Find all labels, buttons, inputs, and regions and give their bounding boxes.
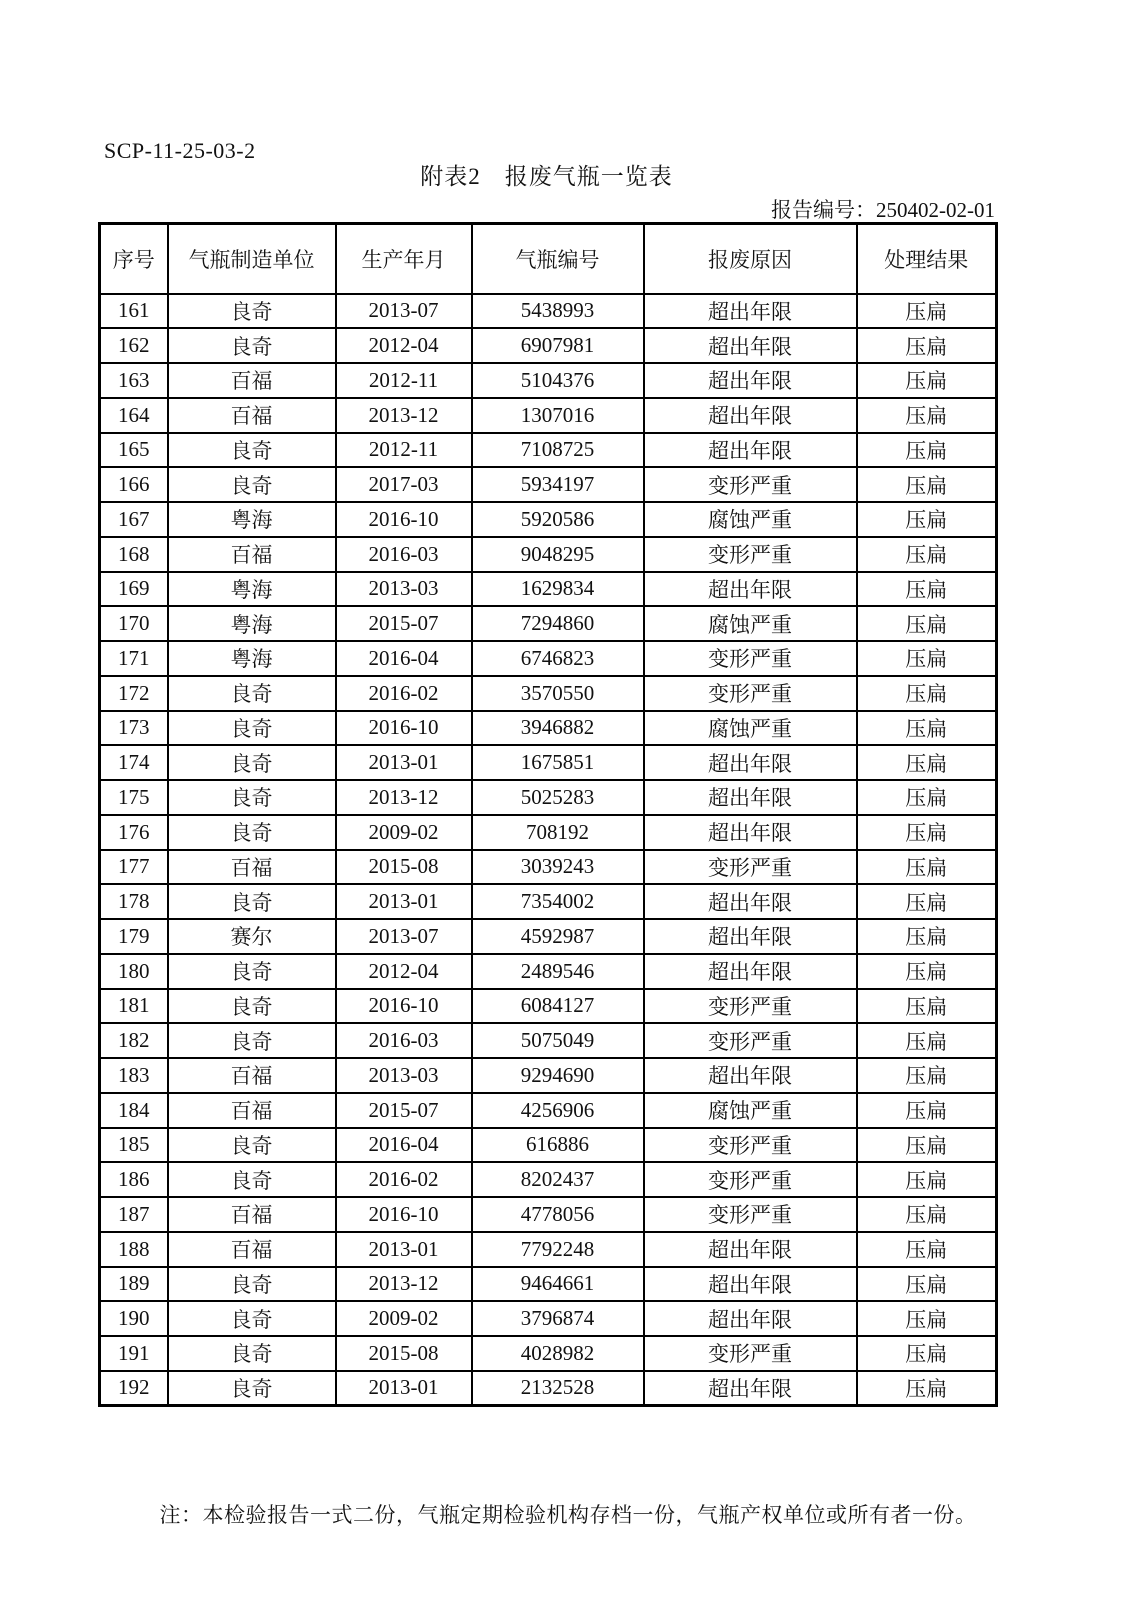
table-cell: 压扁 xyxy=(857,328,997,363)
table-cell: 2013-01 xyxy=(336,1232,472,1267)
table-row xyxy=(100,294,997,329)
table-cell: 压扁 xyxy=(857,780,997,815)
table-cell: 良奇 xyxy=(168,676,336,711)
table-row xyxy=(100,1093,997,1128)
table-cell: 4592987 xyxy=(472,919,644,954)
table-row xyxy=(100,1023,997,1058)
table-cell: 压扁 xyxy=(857,1197,997,1232)
table-cell: 2489546 xyxy=(472,954,644,989)
table-cell: 2016-04 xyxy=(336,1128,472,1163)
table-cell: 压扁 xyxy=(857,676,997,711)
table-row xyxy=(100,641,997,676)
table-cell: 708192 xyxy=(472,815,644,850)
table-cell: 压扁 xyxy=(857,884,997,919)
table-cell: 2013-01 xyxy=(336,884,472,919)
table-cell: 2016-02 xyxy=(336,676,472,711)
table-cell: 压扁 xyxy=(857,572,997,607)
table-cell: 164 xyxy=(100,398,168,433)
table-cell: 161 xyxy=(100,294,168,329)
table-row xyxy=(100,850,997,885)
table-row xyxy=(100,1128,997,1163)
table-cell: 压扁 xyxy=(857,537,997,572)
table-row xyxy=(100,1058,997,1093)
table-row xyxy=(100,919,997,954)
table-cell: 171 xyxy=(100,641,168,676)
table-row xyxy=(100,328,997,363)
table-cell: 191 xyxy=(100,1336,168,1371)
table-row xyxy=(100,363,997,398)
table-cell: 百福 xyxy=(168,398,336,433)
report-number-value: 250402-02-01 xyxy=(876,198,995,222)
table-cell: 2132528 xyxy=(472,1371,644,1406)
table-cell: 2013-07 xyxy=(336,294,472,329)
table-cell: 9294690 xyxy=(472,1058,644,1093)
table-cell: 1629834 xyxy=(472,572,644,607)
table-cell: 2015-07 xyxy=(336,606,472,641)
table-cell: 2017-03 xyxy=(336,467,472,502)
table-cell: 压扁 xyxy=(857,989,997,1024)
table-cell: 2013-12 xyxy=(336,1267,472,1302)
table-cell: 良奇 xyxy=(168,1336,336,1371)
table-cell: 压扁 xyxy=(857,641,997,676)
table-cell: 良奇 xyxy=(168,328,336,363)
table-cell: 2013-12 xyxy=(336,398,472,433)
table-row xyxy=(100,745,997,780)
table-cell: 3796874 xyxy=(472,1301,644,1336)
table-cell: 百福 xyxy=(168,363,336,398)
table-row xyxy=(100,398,997,433)
table-cell: 腐蚀严重 xyxy=(644,1093,857,1128)
table-cell: 压扁 xyxy=(857,1162,997,1197)
table-cell: 超出年限 xyxy=(644,780,857,815)
table-row xyxy=(100,1336,997,1371)
table-cell: 178 xyxy=(100,884,168,919)
table-cell: 5025283 xyxy=(472,780,644,815)
table-cell: 7792248 xyxy=(472,1232,644,1267)
table-cell: 2015-07 xyxy=(336,1093,472,1128)
table-row xyxy=(100,1162,997,1197)
table-cell: 压扁 xyxy=(857,745,997,780)
table-cell: 183 xyxy=(100,1058,168,1093)
table-cell: 187 xyxy=(100,1197,168,1232)
table-cell: 1307016 xyxy=(472,398,644,433)
table-row xyxy=(100,954,997,989)
table-cell: 压扁 xyxy=(857,1232,997,1267)
table-cell: 压扁 xyxy=(857,1093,997,1128)
table-cell: 8202437 xyxy=(472,1162,644,1197)
table-cell: 4256906 xyxy=(472,1093,644,1128)
column-header-index: 序号 xyxy=(100,224,168,294)
table-row xyxy=(100,1197,997,1232)
table-cell: 2012-04 xyxy=(336,954,472,989)
table-cell: 185 xyxy=(100,1128,168,1163)
table-row xyxy=(100,433,997,468)
table-row xyxy=(100,537,997,572)
table-cell: 2016-10 xyxy=(336,989,472,1024)
table-cell: 188 xyxy=(100,1232,168,1267)
table-cell: 2016-02 xyxy=(336,1162,472,1197)
table-cell: 1675851 xyxy=(472,745,644,780)
table-cell: 2009-02 xyxy=(336,815,472,850)
table-cell: 超出年限 xyxy=(644,1058,857,1093)
table-cell: 变形严重 xyxy=(644,1197,857,1232)
table-cell: 变形严重 xyxy=(644,676,857,711)
table-cell: 超出年限 xyxy=(644,328,857,363)
table-cell: 超出年限 xyxy=(644,1267,857,1302)
table-cell: 2009-02 xyxy=(336,1301,472,1336)
table-cell: 超出年限 xyxy=(644,815,857,850)
table-row xyxy=(100,502,997,537)
table-cell: 5438993 xyxy=(472,294,644,329)
table-cell: 2012-11 xyxy=(336,363,472,398)
report-number-line xyxy=(98,194,995,224)
table-cell: 167 xyxy=(100,502,168,537)
document-code: SCP-11-25-03-2 xyxy=(104,138,256,163)
table-row xyxy=(100,606,997,641)
table-cell: 2016-03 xyxy=(336,1023,472,1058)
table-cell: 2013-03 xyxy=(336,1058,472,1093)
table-cell: 良奇 xyxy=(168,1301,336,1336)
table-cell: 超出年限 xyxy=(644,294,857,329)
table-cell: 163 xyxy=(100,363,168,398)
table-cell: 2012-04 xyxy=(336,328,472,363)
table-cell: 良奇 xyxy=(168,884,336,919)
table-cell: 变形严重 xyxy=(644,1128,857,1163)
table-cell: 4778056 xyxy=(472,1197,644,1232)
table-cell: 压扁 xyxy=(857,954,997,989)
column-header-production-date: 生产年月 xyxy=(336,224,472,294)
table-cell: 压扁 xyxy=(857,1371,997,1406)
table-cell: 3039243 xyxy=(472,850,644,885)
table-cell: 良奇 xyxy=(168,1371,336,1406)
table-cell: 压扁 xyxy=(857,919,997,954)
table-cell: 压扁 xyxy=(857,1336,997,1371)
table-cell: 变形严重 xyxy=(644,467,857,502)
table-cell: 压扁 xyxy=(857,1301,997,1336)
table-cell: 变形严重 xyxy=(644,989,857,1024)
table-row xyxy=(100,1371,997,1406)
table-cell: 超出年限 xyxy=(644,884,857,919)
table-cell: 压扁 xyxy=(857,850,997,885)
table-cell: 9464661 xyxy=(472,1267,644,1302)
table-body xyxy=(100,294,997,1406)
table-cell: 169 xyxy=(100,572,168,607)
table-cell: 6907981 xyxy=(472,328,644,363)
table-cell: 超出年限 xyxy=(644,572,857,607)
table-cell: 超出年限 xyxy=(644,1232,857,1267)
table-cell: 192 xyxy=(100,1371,168,1406)
table-cell: 压扁 xyxy=(857,502,997,537)
table-cell: 180 xyxy=(100,954,168,989)
table-cell: 616886 xyxy=(472,1128,644,1163)
table-cell: 压扁 xyxy=(857,711,997,746)
table-cell: 超出年限 xyxy=(644,398,857,433)
table-cell: 7294860 xyxy=(472,606,644,641)
table-cell: 百福 xyxy=(168,850,336,885)
table-cell: 超出年限 xyxy=(644,433,857,468)
table-cell: 超出年限 xyxy=(644,1371,857,1406)
table-cell: 良奇 xyxy=(168,294,336,329)
table-cell: 2015-08 xyxy=(336,1336,472,1371)
table-row xyxy=(100,780,997,815)
table-cell: 181 xyxy=(100,989,168,1024)
table-cell: 粤海 xyxy=(168,502,336,537)
table-cell: 压扁 xyxy=(857,1267,997,1302)
table-cell: 4028982 xyxy=(472,1336,644,1371)
table-cell: 6746823 xyxy=(472,641,644,676)
table-cell: 超出年限 xyxy=(644,954,857,989)
table-cell: 良奇 xyxy=(168,954,336,989)
table-cell: 良奇 xyxy=(168,711,336,746)
table-cell: 182 xyxy=(100,1023,168,1058)
table-cell: 压扁 xyxy=(857,294,997,329)
table-cell: 超出年限 xyxy=(644,1301,857,1336)
table-cell: 良奇 xyxy=(168,467,336,502)
table-cell: 压扁 xyxy=(857,606,997,641)
table-cell: 良奇 xyxy=(168,1267,336,1302)
table-header-row xyxy=(100,224,997,294)
table-cell: 186 xyxy=(100,1162,168,1197)
table-cell: 2013-03 xyxy=(336,572,472,607)
table-cell: 170 xyxy=(100,606,168,641)
table-cell: 168 xyxy=(100,537,168,572)
table-row xyxy=(100,989,997,1024)
table-cell: 174 xyxy=(100,745,168,780)
table-cell: 5104376 xyxy=(472,363,644,398)
table-cell: 2015-08 xyxy=(336,850,472,885)
table-cell: 变形严重 xyxy=(644,850,857,885)
table-row xyxy=(100,467,997,502)
column-header-scrap-reason: 报废原因 xyxy=(644,224,857,294)
table-cell: 良奇 xyxy=(168,1128,336,1163)
table-row xyxy=(100,1267,997,1302)
table-cell: 165 xyxy=(100,433,168,468)
table-cell: 173 xyxy=(100,711,168,746)
table-row xyxy=(100,572,997,607)
table-row xyxy=(100,815,997,850)
table-cell: 变形严重 xyxy=(644,641,857,676)
table-cell: 2013-07 xyxy=(336,919,472,954)
table-cell: 良奇 xyxy=(168,1023,336,1058)
table-cell: 175 xyxy=(100,780,168,815)
table-row xyxy=(100,676,997,711)
table-row xyxy=(100,711,997,746)
table-cell: 腐蚀严重 xyxy=(644,502,857,537)
table-cell: 腐蚀严重 xyxy=(644,606,857,641)
table-cell: 2013-12 xyxy=(336,780,472,815)
table-cell: 176 xyxy=(100,815,168,850)
table-cell: 压扁 xyxy=(857,398,997,433)
table-cell: 变形严重 xyxy=(644,537,857,572)
column-header-manufacturer: 气瓶制造单位 xyxy=(168,224,336,294)
table-cell: 百福 xyxy=(168,1093,336,1128)
table-cell: 超出年限 xyxy=(644,745,857,780)
table-cell: 超出年限 xyxy=(644,363,857,398)
table-cell: 2016-10 xyxy=(336,1197,472,1232)
table-cell: 2016-10 xyxy=(336,711,472,746)
table-cell: 良奇 xyxy=(168,780,336,815)
table-cell: 5920586 xyxy=(472,502,644,537)
table-cell: 百福 xyxy=(168,1232,336,1267)
table-cell: 变形严重 xyxy=(644,1023,857,1058)
column-header-cylinder-number: 气瓶编号 xyxy=(472,224,644,294)
table-cell: 3570550 xyxy=(472,676,644,711)
table-cell: 百福 xyxy=(168,1197,336,1232)
table-cell: 良奇 xyxy=(168,815,336,850)
table-cell: 5075049 xyxy=(472,1023,644,1058)
table-cell: 2016-04 xyxy=(336,641,472,676)
table-cell: 百福 xyxy=(168,537,336,572)
table-cell: 压扁 xyxy=(857,433,997,468)
table-cell: 压扁 xyxy=(857,467,997,502)
table-cell: 184 xyxy=(100,1093,168,1128)
table-cell: 超出年限 xyxy=(644,919,857,954)
table-cell: 2013-01 xyxy=(336,1371,472,1406)
table-cell: 良奇 xyxy=(168,989,336,1024)
table-cell: 良奇 xyxy=(168,433,336,468)
table-row xyxy=(100,884,997,919)
table-cell: 赛尔 xyxy=(168,919,336,954)
footer-note: 注：本检验报告一式二份，气瓶定期检验机构存档一份，气瓶产权单位或所有者一份。 xyxy=(159,1503,977,1527)
scrapped-cylinder-table xyxy=(98,222,998,1407)
table-cell: 9048295 xyxy=(472,537,644,572)
table-cell: 3946882 xyxy=(472,711,644,746)
table-cell: 177 xyxy=(100,850,168,885)
table-cell: 百福 xyxy=(168,1058,336,1093)
table-cell: 162 xyxy=(100,328,168,363)
table-cell: 腐蚀严重 xyxy=(644,711,857,746)
table-cell: 压扁 xyxy=(857,1023,997,1058)
table-cell: 良奇 xyxy=(168,1162,336,1197)
column-header-disposal-result: 处理结果 xyxy=(857,224,997,294)
table-cell: 2016-03 xyxy=(336,537,472,572)
table-cell: 粤海 xyxy=(168,641,336,676)
table-cell: 172 xyxy=(100,676,168,711)
table-cell: 变形严重 xyxy=(644,1162,857,1197)
table-cell: 7354002 xyxy=(472,884,644,919)
table-cell: 179 xyxy=(100,919,168,954)
table-cell: 粤海 xyxy=(168,606,336,641)
table-row xyxy=(100,1301,997,1336)
table-cell: 2012-11 xyxy=(336,433,472,468)
table-cell: 压扁 xyxy=(857,1128,997,1163)
table-cell: 5934197 xyxy=(472,467,644,502)
table-cell: 2016-10 xyxy=(336,502,472,537)
table-cell: 压扁 xyxy=(857,1058,997,1093)
table-cell: 粤海 xyxy=(168,572,336,607)
table-cell: 190 xyxy=(100,1301,168,1336)
table-cell: 压扁 xyxy=(857,815,997,850)
table-cell: 压扁 xyxy=(857,363,997,398)
table-cell: 2013-01 xyxy=(336,745,472,780)
table-cell: 变形严重 xyxy=(644,1336,857,1371)
page-title: 附表2 报废气瓶一览表 xyxy=(420,164,673,189)
table-cell: 良奇 xyxy=(168,745,336,780)
report-number-label: 报告编号： xyxy=(771,198,876,222)
table-cell: 7108725 xyxy=(472,433,644,468)
table-row xyxy=(100,1232,997,1267)
table-cell: 6084127 xyxy=(472,989,644,1024)
table-cell: 189 xyxy=(100,1267,168,1302)
table-cell: 166 xyxy=(100,467,168,502)
